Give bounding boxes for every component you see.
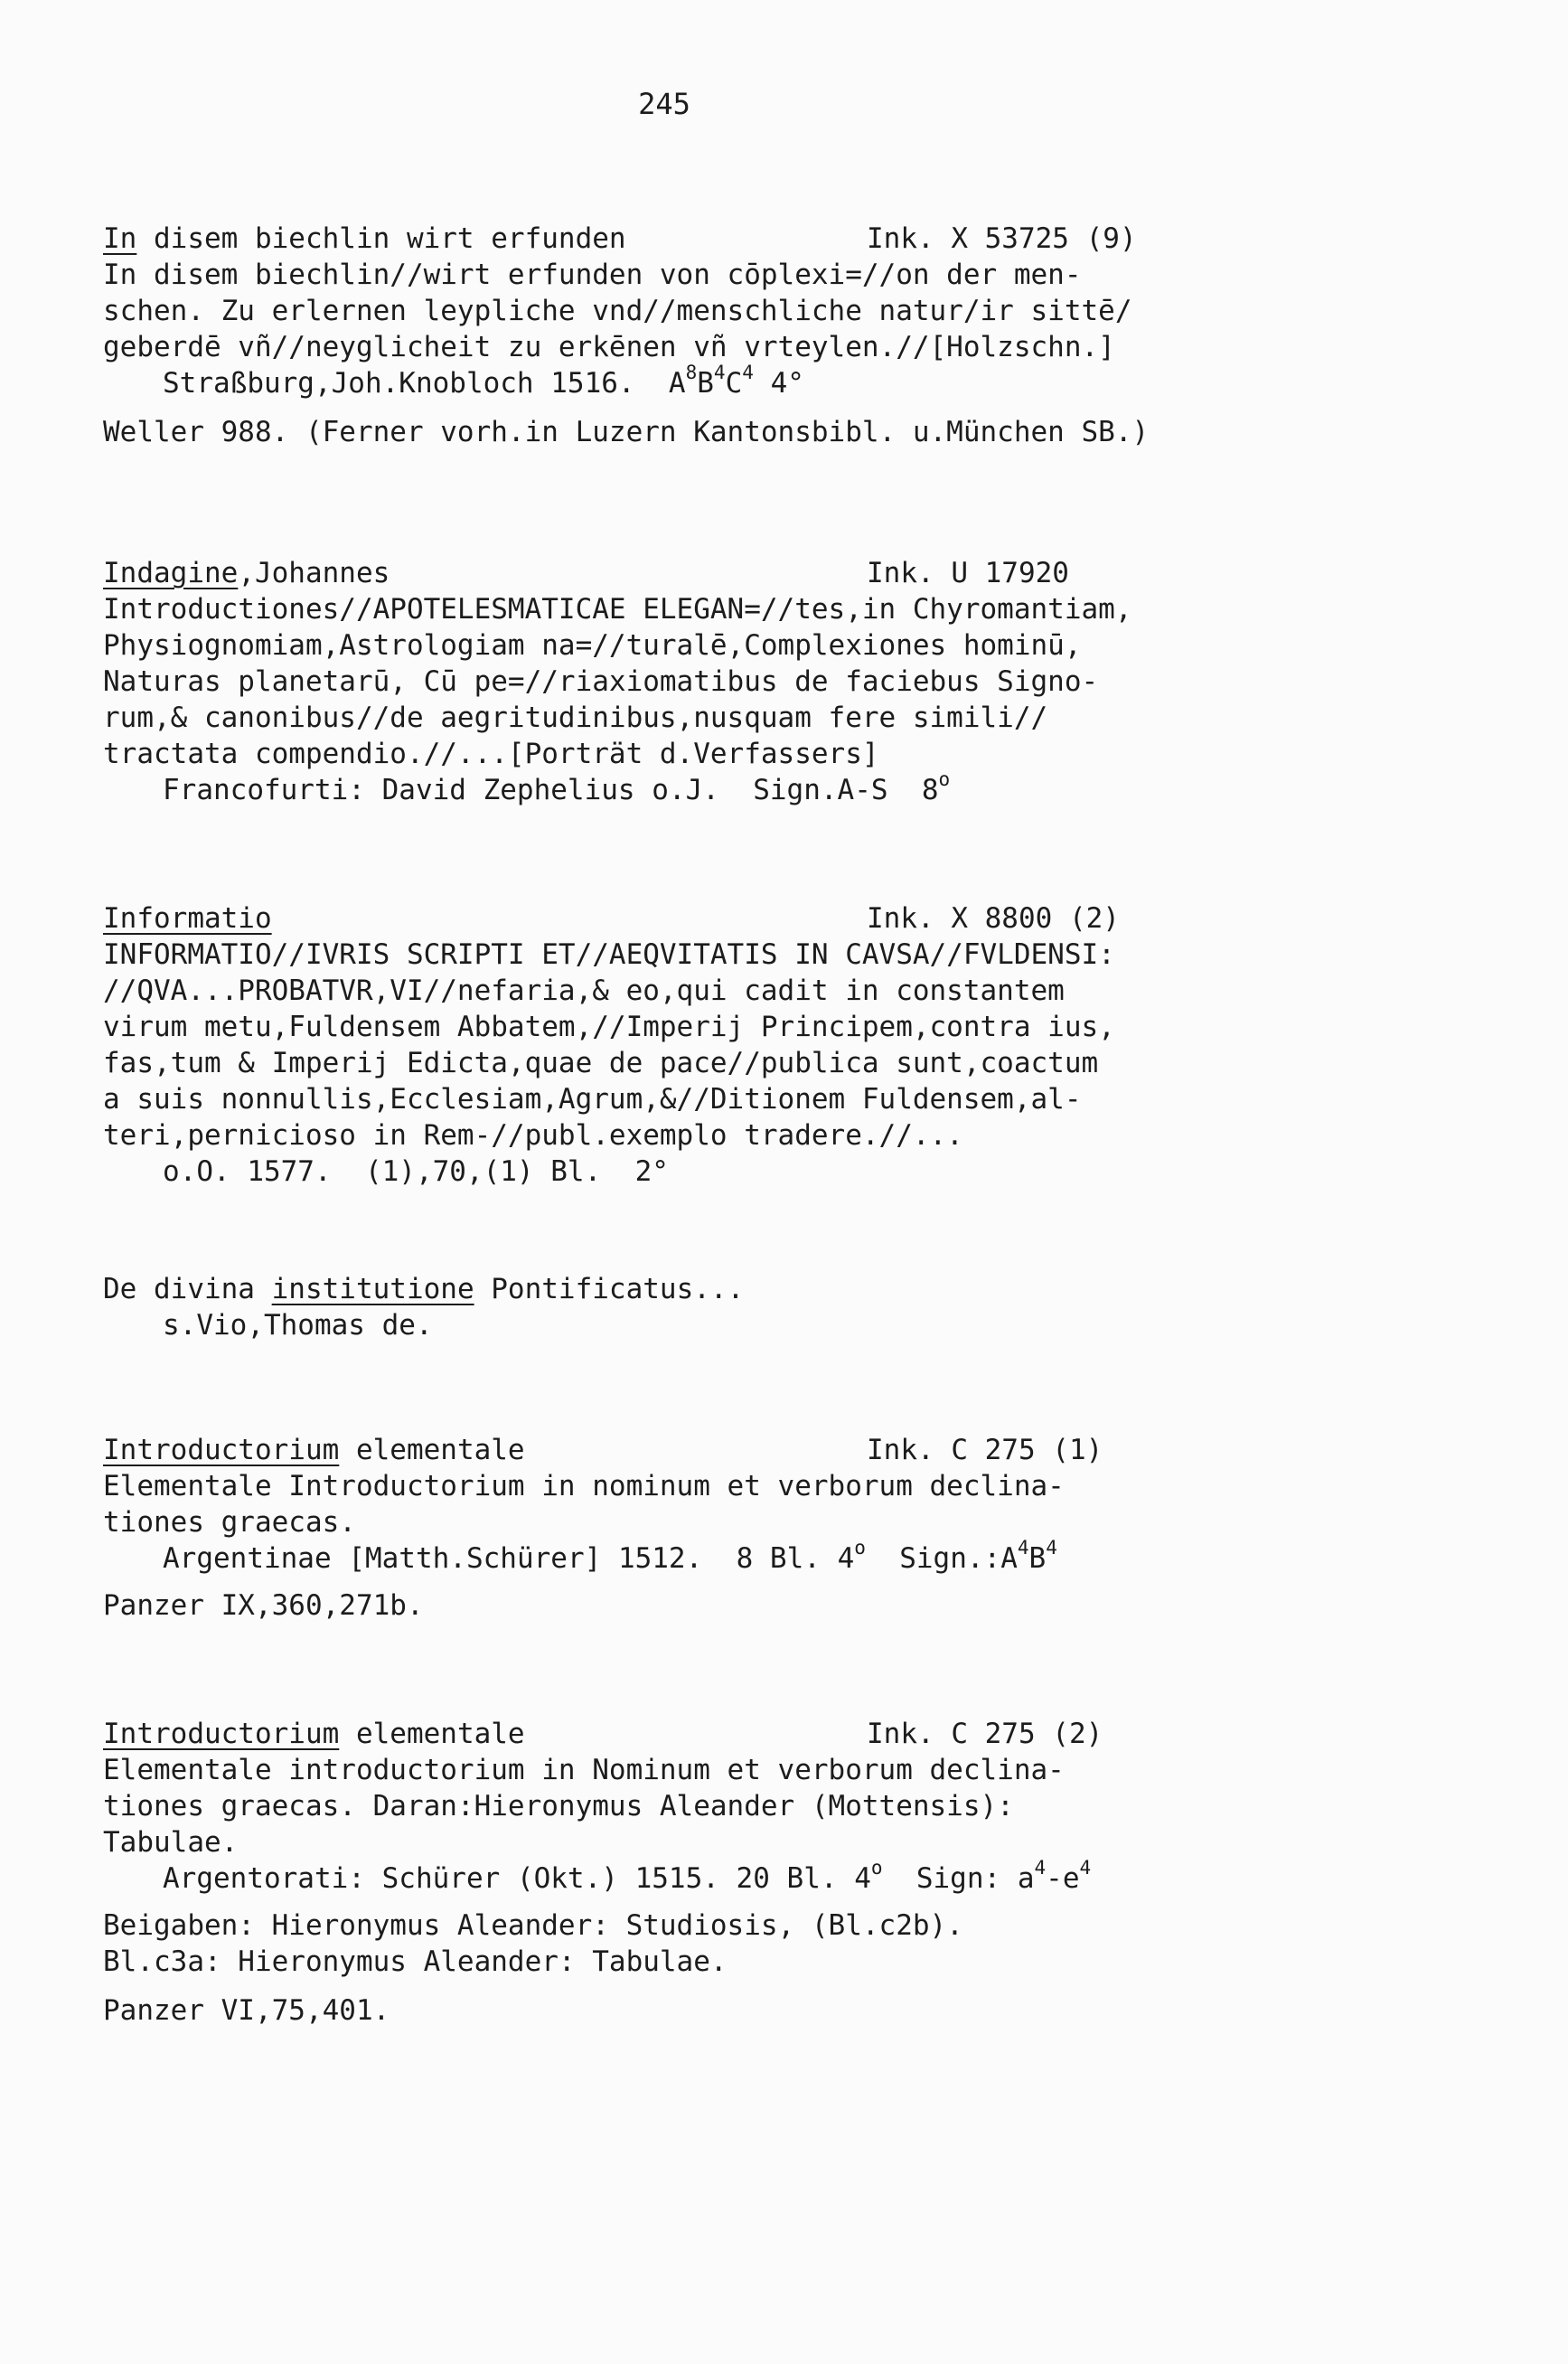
shelfmark: Ink. X 8800 (2)	[867, 902, 1120, 935]
catalog-entry	[103, 1716, 1296, 2029]
title-line: virum metu,Fuldensem Abbatem,//Imperij Principem,contra ius,	[103, 1011, 1115, 1043]
catalog-entry	[103, 555, 1296, 808]
title-line: tiones graecas. Daran:Hieronymus Aleander (Mottensis):	[103, 1790, 1014, 1822]
entry-heading: Introductorium elementale Ink. C 275 (1)	[103, 1434, 1103, 1466]
title-line: Tabulae.	[103, 1826, 239, 1859]
title-line: In disem biechlin//wirt erfunden von cōplexi=//on der men-	[103, 259, 1082, 291]
imprint-line: Argentinae [Matth.Schürer] 1512. 8 Bl. 4$^o$ $Sign.:A^4B^4$	[163, 1536, 1057, 1575]
imprint-line: Francofurti: David Zephelius o.J. Sign.A-S 8$^o$	[163, 768, 951, 806]
title-line: tractata compendio.//...[Porträt d.Verfassers]	[103, 738, 879, 770]
title-line: Physiognomiam,Astrologiam na=//turalē,Complexiones hominū,	[103, 629, 1082, 662]
imprint-line: Straßburg,Joh.Knobloch 1516. $A^8B^4C^4$ 4°	[163, 361, 804, 400]
imprint-line: o.O. 1577. (1),70,(1) Bl. 2°	[163, 1155, 669, 1188]
title-line: a suis nonnullis,Ecclesiam,Agrum,&//Ditionem Fuldensem,al-	[103, 1083, 1082, 1116]
shelfmark: Ink. C 275 (2)	[867, 1718, 1103, 1750]
title-line: //QVA...PROBATVR,VI//nefaria,& eo,qui cadit in constantem	[103, 975, 1065, 1007]
title-line: geberdē vñ//neyglicheit zu erkēnen vñ vrteylen.//[Holzschn.]	[103, 331, 1115, 363]
shelfmark: Ink. C 275 (1)	[867, 1434, 1103, 1466]
note-line: Panzer IX,360,271b.	[103, 1589, 424, 1622]
title-line: Naturas planetarū, Cū pe=//riaxiomatibus de faciebus Signo-	[103, 665, 1099, 698]
title-line: Elementale Introductorium in nominum et verborum declina-	[103, 1470, 1065, 1502]
catalog-entry	[103, 1432, 1296, 1624]
cross-reference-entry	[103, 1271, 1296, 1343]
note-line: Beigaben: Hieronymus Aleander: Studiosis, (Bl.c2b).	[103, 1909, 963, 1942]
title-line: INFORMATIO//IVRIS SCRIPTI ET//AEQVITATIS IN CAVSA//FVLDENSI:	[103, 938, 1115, 971]
entry-heading: Informatio Ink. X 8800 (2)	[103, 902, 1120, 935]
title-line: Introductiones//APOTELESMATICAE ELEGAN=//tes,in Chyromantiam,	[103, 593, 1132, 626]
title-line: schen. Zu erlernen leypliche vnd//menschliche natur/ir sittē/	[103, 295, 1132, 327]
shelfmark: Ink. U 17920	[867, 557, 1069, 589]
see-reference: s.Vio,Thomas de.	[163, 1309, 433, 1342]
imprint-line: Argentorati: Schürer (Okt.) 1515. 20 Bl. 4$^o$ Sign: $a^4-e^4$	[163, 1856, 1092, 1895]
entry-heading: De divina institutione Pontificatus...	[103, 1273, 745, 1305]
title-line: Elementale introductorium in Nominum et verborum declina-	[103, 1754, 1065, 1786]
title-line: teri,pernicioso in Rem-//publ.exemplo tradere.//...	[103, 1119, 963, 1152]
page-number: 245	[638, 87, 690, 121]
note-line: Weller 988. (Ferner vorh.in Luzern Kantonsbibl. u.München SB.)	[103, 416, 1150, 448]
entry-heading: In disem biechlin wirt erfunden Ink. X 53725 (9)	[103, 222, 1137, 255]
entry-heading: Indagine,Johannes Ink. U 17920	[103, 557, 1069, 589]
title-line: rum,& canonibus//de aegritudinibus,nusquam fere simili//	[103, 702, 1048, 734]
note-line: Panzer VI,75,401.	[103, 1994, 390, 2027]
title-line: fas,tum & Imperij Edicta,quae de pace//publica sunt,coactum	[103, 1047, 1099, 1079]
catalog-entry	[103, 221, 1296, 450]
catalog-entry	[103, 900, 1296, 1190]
note-line: Bl.c3a: Hieronymus Aleander: Tabulae.	[103, 1945, 728, 1978]
entry-heading: Introductorium elementale Ink. C 275 (2)	[103, 1718, 1103, 1750]
shelfmark: Ink. X 53725 (9)	[867, 222, 1137, 255]
title-line: tiones graecas.	[103, 1506, 356, 1539]
